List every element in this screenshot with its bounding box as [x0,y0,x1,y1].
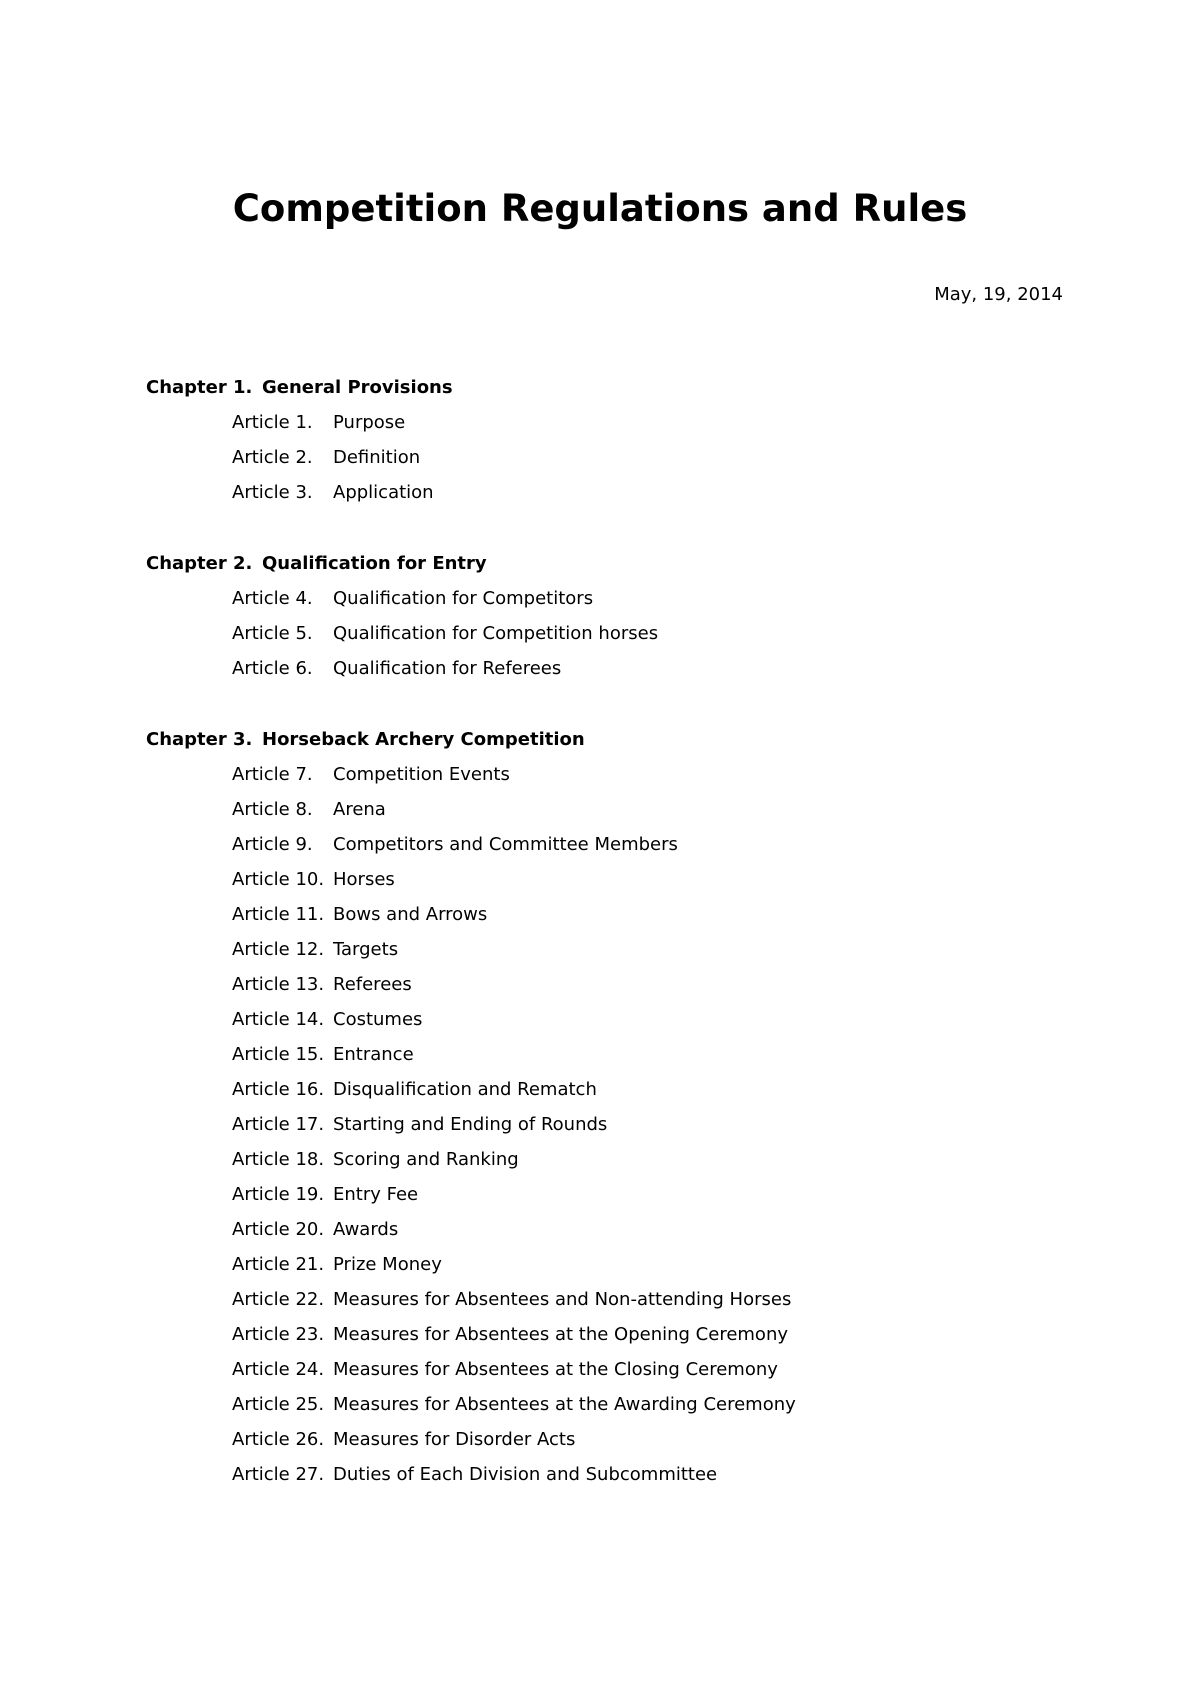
chapter-title: General Provisions [262,377,453,398]
article-row [146,897,1046,932]
article-title: Measures for Disorder Acts [333,1429,576,1450]
article-row [146,827,1046,862]
article-row [146,1422,1046,1457]
article-title: Entrance [333,1044,414,1065]
article-title: Awards [333,1219,399,1240]
article-title: Competitors and Committee Members [333,834,678,855]
article-title: Measures for Absentees at the Closing Ceremony [333,1359,778,1380]
article-label: Article 13. [232,974,325,995]
article-title: Measures for Absentees at the Opening Ceremony [333,1324,789,1345]
article-row [146,1282,1046,1317]
article-label: Article 14. [232,1009,325,1030]
article-title: Prize Money [333,1254,442,1275]
article-row [146,1072,1046,1107]
chapter-1 [146,370,1046,510]
article-row [146,616,1046,651]
article-title: Duties of Each Division and Subcommittee [333,1464,718,1485]
document-title: Competition Regulations and Rules [232,187,968,230]
article-title: Costumes [333,1009,423,1030]
article-row [146,1317,1046,1352]
article-row [146,475,1046,510]
article-label: Article 23. [232,1324,325,1345]
article-row [146,1107,1046,1142]
chapter-label: Chapter 3. [146,729,253,750]
article-row [146,967,1046,1002]
chapter-label: Chapter 1. [146,377,253,398]
article-row [146,1002,1046,1037]
article-row [146,1142,1046,1177]
article-title: Starting and Ending of Rounds [333,1114,608,1135]
article-row [146,1352,1046,1387]
article-row [146,1037,1046,1072]
article-label: Article 11. [232,904,325,925]
article-row [146,1212,1046,1247]
article-row [146,862,1046,897]
article-label: Article 7. [232,764,313,785]
article-label: Article 20. [232,1219,325,1240]
article-label: Article 16. [232,1079,325,1100]
article-label: Article 5. [232,623,313,644]
article-title: Purpose [333,412,406,433]
article-title: Scoring and Ranking [333,1149,519,1170]
article-label: Article 18. [232,1149,325,1170]
article-row [146,1387,1046,1422]
article-title: Arena [333,799,386,820]
chapter-heading [146,546,1046,581]
article-title: Measures for Absentees at the Awarding Ceremony [333,1394,796,1415]
article-row [146,757,1046,792]
article-title: Horses [333,869,395,890]
article-label: Article 22. [232,1289,325,1310]
article-title: Definition [333,447,421,468]
article-title: Qualification for Competition horses [333,623,659,644]
article-label: Article 6. [232,658,313,679]
article-row [146,932,1046,967]
chapter-label: Chapter 2. [146,553,253,574]
chapter-title: Horseback Archery Competition [262,729,585,750]
article-title: Targets [333,939,399,960]
article-label: Article 10. [232,869,325,890]
article-row [146,1247,1046,1282]
article-row [146,581,1046,616]
article-title: Entry Fee [333,1184,419,1205]
article-label: Article 1. [232,412,313,433]
chapter-2 [146,546,1046,686]
article-label: Article 26. [232,1429,325,1450]
article-row [146,1457,1046,1492]
article-label: Article 9. [232,834,313,855]
article-label: Article 3. [232,482,313,503]
article-row [146,440,1046,475]
article-title: Referees [333,974,412,995]
article-label: Article 19. [232,1184,325,1205]
article-row [146,651,1046,686]
table-of-contents [146,370,1046,1528]
article-label: Article 15. [232,1044,325,1065]
article-row [146,405,1046,440]
article-row [146,1177,1046,1212]
article-title: Application [333,482,434,503]
article-title: Measures for Absentees and Non-attending Horses [333,1289,792,1310]
article-label: Article 17. [232,1114,325,1135]
chapter-heading [146,370,1046,405]
article-title: Qualification for Referees [333,658,562,679]
chapter-title: Qualification for Entry [262,553,487,574]
article-title: Competition Events [333,764,510,785]
article-title: Disqualification and Rematch [333,1079,597,1100]
article-label: Article 21. [232,1254,325,1275]
article-label: Article 8. [232,799,313,820]
article-label: Article 2. [232,447,313,468]
article-title: Bows and Arrows [333,904,488,925]
article-label: Article 27. [232,1464,325,1485]
article-row [146,792,1046,827]
article-label: Article 25. [232,1394,325,1415]
document-date: May, 19, 2014 [934,284,1063,305]
chapter-heading [146,722,1046,757]
article-title: Qualification for Competitors [333,588,594,609]
article-label: Article 4. [232,588,313,609]
chapter-3 [146,722,1046,1492]
article-label: Article 12. [232,939,325,960]
article-label: Article 24. [232,1359,325,1380]
